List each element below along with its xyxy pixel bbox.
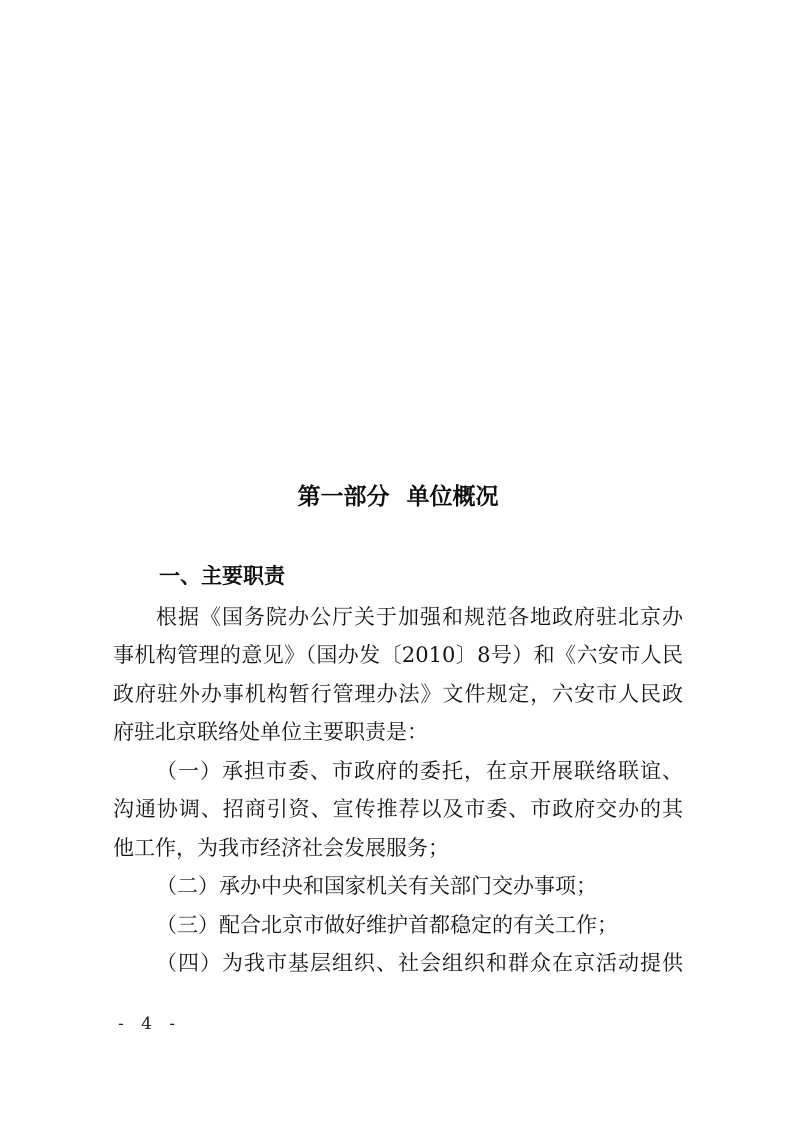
body-line: （三）配合北京市做好维护首都稳定的有关工作； (156, 912, 618, 937)
body-line: 根据《国务院办公厅关于加强和规范各地政府驻北京办 (156, 605, 683, 629)
body-line: （二）承办中央和国家机关有关部门交办事项； (156, 874, 597, 899)
page-number: - 4 - (118, 1014, 182, 1034)
body-line: 府驻北京联络处单位主要职责是： (113, 720, 428, 745)
body-line: （四）为我市基层组织、社会组织和群众在京活动提供 (156, 950, 683, 975)
body-line: 他工作，为我市经济社会发展服务； (113, 835, 449, 860)
body-line: 沟通协调、招商引资、宣传推荐以及市委、市政府交办的其 (113, 797, 683, 822)
body-line: （一）承担市委、市政府的委托，在京开展联络联谊、 (156, 758, 683, 783)
body-line: 事机构管理的意见》（国办发〔2010〕8号）和《六安市人民 (113, 643, 683, 668)
section-heading: 一、主要职责 (159, 564, 285, 588)
section-title: 第一部分 单位概况 (297, 484, 499, 510)
body-text (113, 598, 683, 982)
body-line: 政府驻外办事机构暂行管理办法》文件规定，六安市人民政 (113, 681, 683, 706)
